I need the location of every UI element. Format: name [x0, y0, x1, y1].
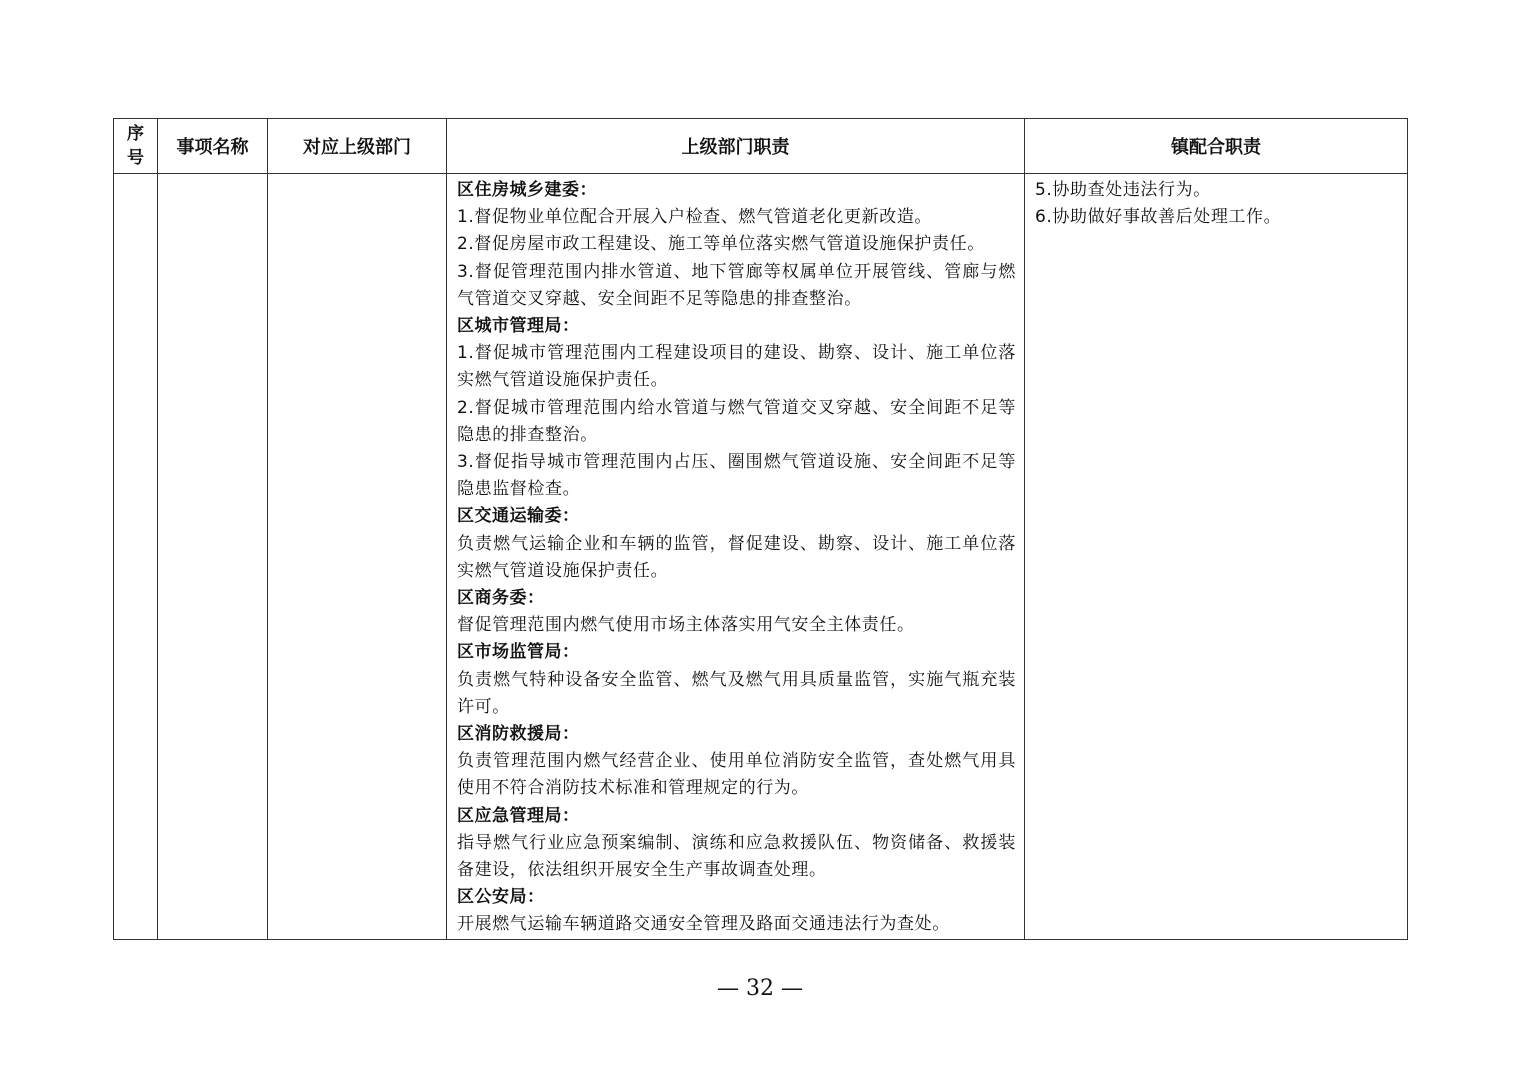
dept-name: 区市场监管局： — [457, 642, 580, 663]
dept-name: 区交通运输委： — [457, 506, 580, 527]
header-seq-text: 序号 — [127, 124, 144, 168]
duty-item: 负责管理范围内燃气经营企业、使用单位消防安全监管，查处燃气用具使用不符合消防技术标准和管理规定的行为。 — [457, 751, 1016, 799]
dept-name: 区消防救援局： — [457, 724, 580, 745]
dept-name: 区城市管理局： — [457, 316, 580, 337]
duty-item: 3.督促指导城市管理范围内占压、圈围燃气管道设施、安全间距不足等隐患监督检查。 — [457, 452, 1016, 500]
duty-item: 指导燃气行业应急预案编制、演练和应急救援队伍、物资储备、救援装备建设，依法组织开展安全生产事故调查处理。 — [457, 832, 1016, 881]
duty-item: 1.督促城市管理范围内工程建设项目的建设、勘察、设计、施工单位落实燃气管道设施保护责任。 — [457, 343, 1016, 391]
duty-table — [113, 118, 1408, 940]
duty-item: 开展燃气运输车辆道路交通安全管理及路面交通违法行为查处。 — [457, 914, 950, 935]
header-row — [114, 119, 1408, 174]
cell-item-name — [158, 174, 268, 940]
cell-seq — [114, 174, 158, 940]
page-number: — 32 — — [717, 976, 803, 1001]
dept-name: 区应急管理局： — [457, 805, 580, 826]
header-town-duty: 镇配合职责 — [1025, 119, 1408, 174]
dept-name: 区商务委： — [457, 588, 545, 609]
duty-item: 负责燃气运输企业和车辆的监管，督促建设、勘察、设计、施工单位落实燃气管道设施保护责任。 — [457, 533, 1016, 581]
superior-duty-content — [447, 174, 1024, 939]
duty-item: 负责燃气特种设备安全监管、燃气及燃气用具质量监管，实施气瓶充装许可。 — [457, 669, 1016, 717]
cell-superior-duty — [447, 174, 1025, 940]
dept-name: 区住房城乡建委： — [457, 180, 597, 200]
duty-item: 1.督促物业单位配合开展入户检查、燃气管道老化更新改造。 — [457, 207, 933, 228]
dept-name: 区公安局： — [457, 887, 545, 908]
header-superior-dept: 对应上级部门 — [268, 119, 447, 174]
duty-item: 督促管理范围内燃气使用市场主体落实用气安全主体责任。 — [457, 615, 915, 636]
duty-item: 3.督促管理范围内排水管道、地下管廊等权属单位开展管线、管廊与燃气管道交叉穿越、安全间距不足等隐患的排查整治。 — [457, 261, 1016, 309]
table-row — [114, 174, 1408, 940]
duty-item: 2.督促城市管理范围内给水管道与燃气管道交叉穿越、安全间距不足等隐患的排查整治。 — [457, 397, 1016, 445]
town-duty-item: 6.协助做好事故善后处理工作。 — [1035, 207, 1282, 228]
town-duty-content — [1025, 174, 1407, 231]
town-duty-item: 5.协助查处违法行为。 — [1035, 180, 1211, 200]
header-superior-duty: 上级部门职责 — [447, 119, 1025, 174]
header-item-name: 事项名称 — [158, 119, 268, 174]
cell-superior-dept — [268, 174, 447, 940]
header-seq — [114, 119, 158, 174]
cell-town-duty — [1025, 174, 1408, 940]
duty-item: 2.督促房屋市政工程建设、施工等单位落实燃气管道设施保护责任。 — [457, 234, 985, 255]
